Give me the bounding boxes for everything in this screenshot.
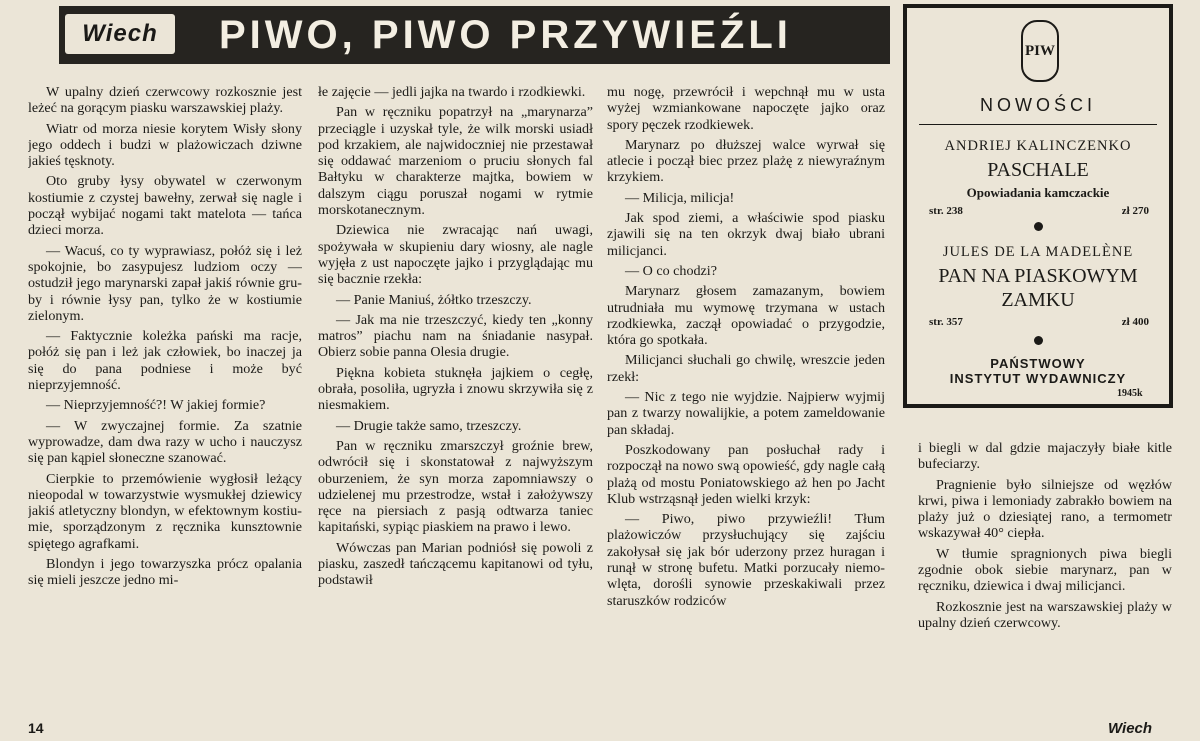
paragraph: Blondyn i jego towarzyszka prócz opalania się mieli jeszcze jedno mi- (28, 556, 302, 589)
paragraph: — O co chodzi? (625, 262, 717, 279)
publisher-name-line2: INSTYTUT WYDAWNICZY (949, 371, 1127, 386)
book1-price: zł 270 (1121, 205, 1149, 217)
paragraph: W upalny dzień czerwcowy rozkosznie jest leżeć na gorącym piasku warszawskiej plaży. (28, 84, 302, 117)
paragraph: — Piwo, piwo przywieźli! Tłum plażowiczów przysłuchujący się zajściu zakołysał się jak bór uderzony przez huragan i runął w stronę bufetu. Matki porzucały niemowlęta, dorośli synowie przeskakiwali przez staruszków rodziców (607, 511, 885, 609)
article-column-4 (918, 440, 1172, 740)
article-column-2 (318, 84, 593, 724)
paragraph: Pan w ręczniku popatrzył na „marynarza” przeciągle i uzyskał tyle, że wilk morski usiadł pod krzakiem, ale najwidoczniej nie przestawał się oddawać marzeniom o pruciu słonych fal Bałtyku w charakterze majtka, bowiem w dalszym ciągu poruszał nogami w rytmie morskotanecznym. (318, 104, 593, 219)
publisher-name (907, 356, 1169, 386)
page-number: 14 (28, 720, 44, 736)
print-code: 1945k (1117, 388, 1143, 399)
paragraph: — Milicja, milicja! (625, 189, 735, 206)
book2-title-line1: PAN NA PIASKOWYM (938, 265, 1138, 287)
article-title: PIWO, PIWO PRZYWIEŹLI (219, 12, 792, 57)
book2-price: zł 400 (1121, 316, 1149, 328)
paragraph: Dziewica nie zwracając nań uwagi, spożywała w skupieniu dary wiosny, ale nagle wyjęła z ust napoczęte jajko i przyglądając mu się bacznie rzekła: (318, 222, 593, 288)
paragraph: Pragnienie było silniejsze od węzłów krwi, piwa i lemoniady zabrakło bowiem na plaży już o dziesiątej rano, a termometr wskazywał 40° ciepła. (918, 476, 1172, 542)
paragraph: — Panie Maniuś, żółtko trzeszczy. (336, 291, 532, 308)
paragraph: mu nogę, przewrócił i wepchnął mu w usta wyżej wzmiankowane napoczęte jajko oraz spory pęczek rzodkiewek. (607, 84, 885, 133)
paragraph: Piękna kobieta stuknęła jajkiem o cegłę, obrała, posoliła, ugryzła i znowu skrzywiła się z niesmakiem. (318, 364, 593, 414)
article-column-1 (28, 84, 302, 724)
book2-title-line2: ZAMKU (1001, 289, 1075, 311)
paragraph: — Wacuś, co ty wyprawiasz, połóż się i leż spokojnie, bo zasypujesz ludziom oczy — ostudził jego marynarski zapał jakiś równie gruby i równie łysy pan, tylko że w kostiumie zielonym. (28, 242, 302, 324)
paragraph: Cierpkie to przemówienie wygłosił leżący nieopodal w towarzystwie wysmukłej dziewicy jakiś atletyczny blondyn, w efektownym kostiumie, sporządzonym z ręcznika kunsztownie spiętego agrafkami. (28, 470, 302, 552)
paragraph: Wiatr od morza niesie korytem Wisły słony jego oddech i budzi w plażowiczach dziwne jakieś tęsknoty. (28, 120, 302, 170)
paragraph: — Drugie także samo, trzeszczy. (336, 417, 522, 434)
paragraph: — Jak ma nie trzeszczyć, kiedy ten „konny matros” piachu nam na śniadanie nasypał. Obierz sobie panna Olesia drugie. (318, 311, 593, 361)
paragraph: Marynarz głosem zamazanym, bowiem utrudniała mu wymowę trzymana w ustach rzodkiewka, zaczął opowiadać o przygodzie, która go spotkała. (607, 283, 885, 349)
article-column-3 (607, 84, 885, 724)
book1-title: PASCHALE (987, 159, 1089, 181)
paragraph: Poszkodowany pan posłuchał rady i rozpoczął na nowo swą opowieść, gdy nagle całą plażą od mostu Poniatowskiego aż hen po Jacht Klub wstrząsnął jeden wielki krzyk: (607, 441, 885, 507)
paragraph: Marynarz po dłuższej walce wyrwał się atlecie i począł biec przez plażę z niewyraźnym krzykiem. (607, 136, 885, 186)
paragraph: Rozkosznie jest na warszawskiej plaży w upalny dzień czerwcowy. (918, 598, 1172, 631)
book1-meta (929, 205, 1149, 217)
paragraph: W tłumie spragnionych piwa biegli zgodnie obok siebie marynarz, pan w ręczniku, dziewica i dwaj milicjanci. (918, 545, 1172, 595)
ad-heading: NOWOŚCI (980, 95, 1096, 115)
paragraph: Oto gruby łysy obywatel w czerwonym kostiumie z czystej bawełny, zerwał się nagle i począł wybijać nogami takt matelota — tańca dzieci morza. (28, 173, 302, 239)
article-header (59, 6, 890, 64)
paragraph: łe zajęcie — jedli jajka na twardo i rzodkiewki. (318, 84, 586, 100)
publisher-logo-icon: PIW (1021, 20, 1059, 82)
publisher-name-line1: PAŃSTWOWY (990, 356, 1086, 371)
paragraph: Jak spod ziemi, a właściwie spod piasku zjawili się na ten okrzyk dwaj biało ubrani milicjanci. (607, 210, 885, 259)
book2-meta (929, 316, 1149, 328)
paragraph: Pan w ręczniku zmarszczył groźnie brew, odwrócił się i skonstatował z najwyższym oburzeniem, że syn morza zapomniawszy o udzielenej mu przestrodze, wstał i założywszy ręce na piersiach z pasją odtwarza taniec kapitański, sypiąc piaskiem na prawo i lewo. (318, 437, 593, 536)
byline-badge: Wiech (65, 14, 175, 54)
paragraph: — Nieprzyjemność?! W jakiej formie? (46, 397, 266, 414)
book1-pages: str. 238 (929, 205, 963, 217)
paragraph: Milicjanci słuchali go chwilę, wreszcie jeden rzekł: (607, 352, 885, 385)
publisher-advertisement (903, 4, 1173, 408)
paragraph: Wówczas pan Marian podniósł się powoli z piasku, zaszedł tańczącemu kapitanowi od tyłu, podstawił (318, 539, 593, 589)
book1-author: ANDRIEJ KALINCZENKO (944, 138, 1132, 154)
ad-divider (919, 124, 1157, 125)
bullet-dot-icon (1034, 222, 1043, 231)
book2-author: JULES DE LA MADELÈNE (942, 244, 1134, 260)
paragraph: — W zwyczajnej formie. Za szatnie wyprowadze, dam dwa razy w ucho i nauczysz się pan kąpiel słoneczne szanować. (28, 417, 302, 467)
bullet-dot-icon (1034, 336, 1043, 345)
book2-pages: str. 357 (929, 316, 963, 328)
author-signature: Wiech (1108, 720, 1153, 737)
paragraph: i biegli w dal gdzie majaczyły białe kitle bufeciarzy. (918, 440, 1172, 473)
paragraph: — Faktycznie koleżka pański ma racje, połóż się pan i leż jak człowiek, bo inaczej ja się do pana podniese i może być nieprzyjemność. (28, 328, 302, 394)
book1-subtitle: Opowiadania kamczackie (966, 185, 1110, 200)
paragraph: — Nic z tego nie wyjdzie. Najpierw wyjmij pan z twarzy nowalijkie, a potem zameldowanie pan składaj. (607, 389, 885, 438)
